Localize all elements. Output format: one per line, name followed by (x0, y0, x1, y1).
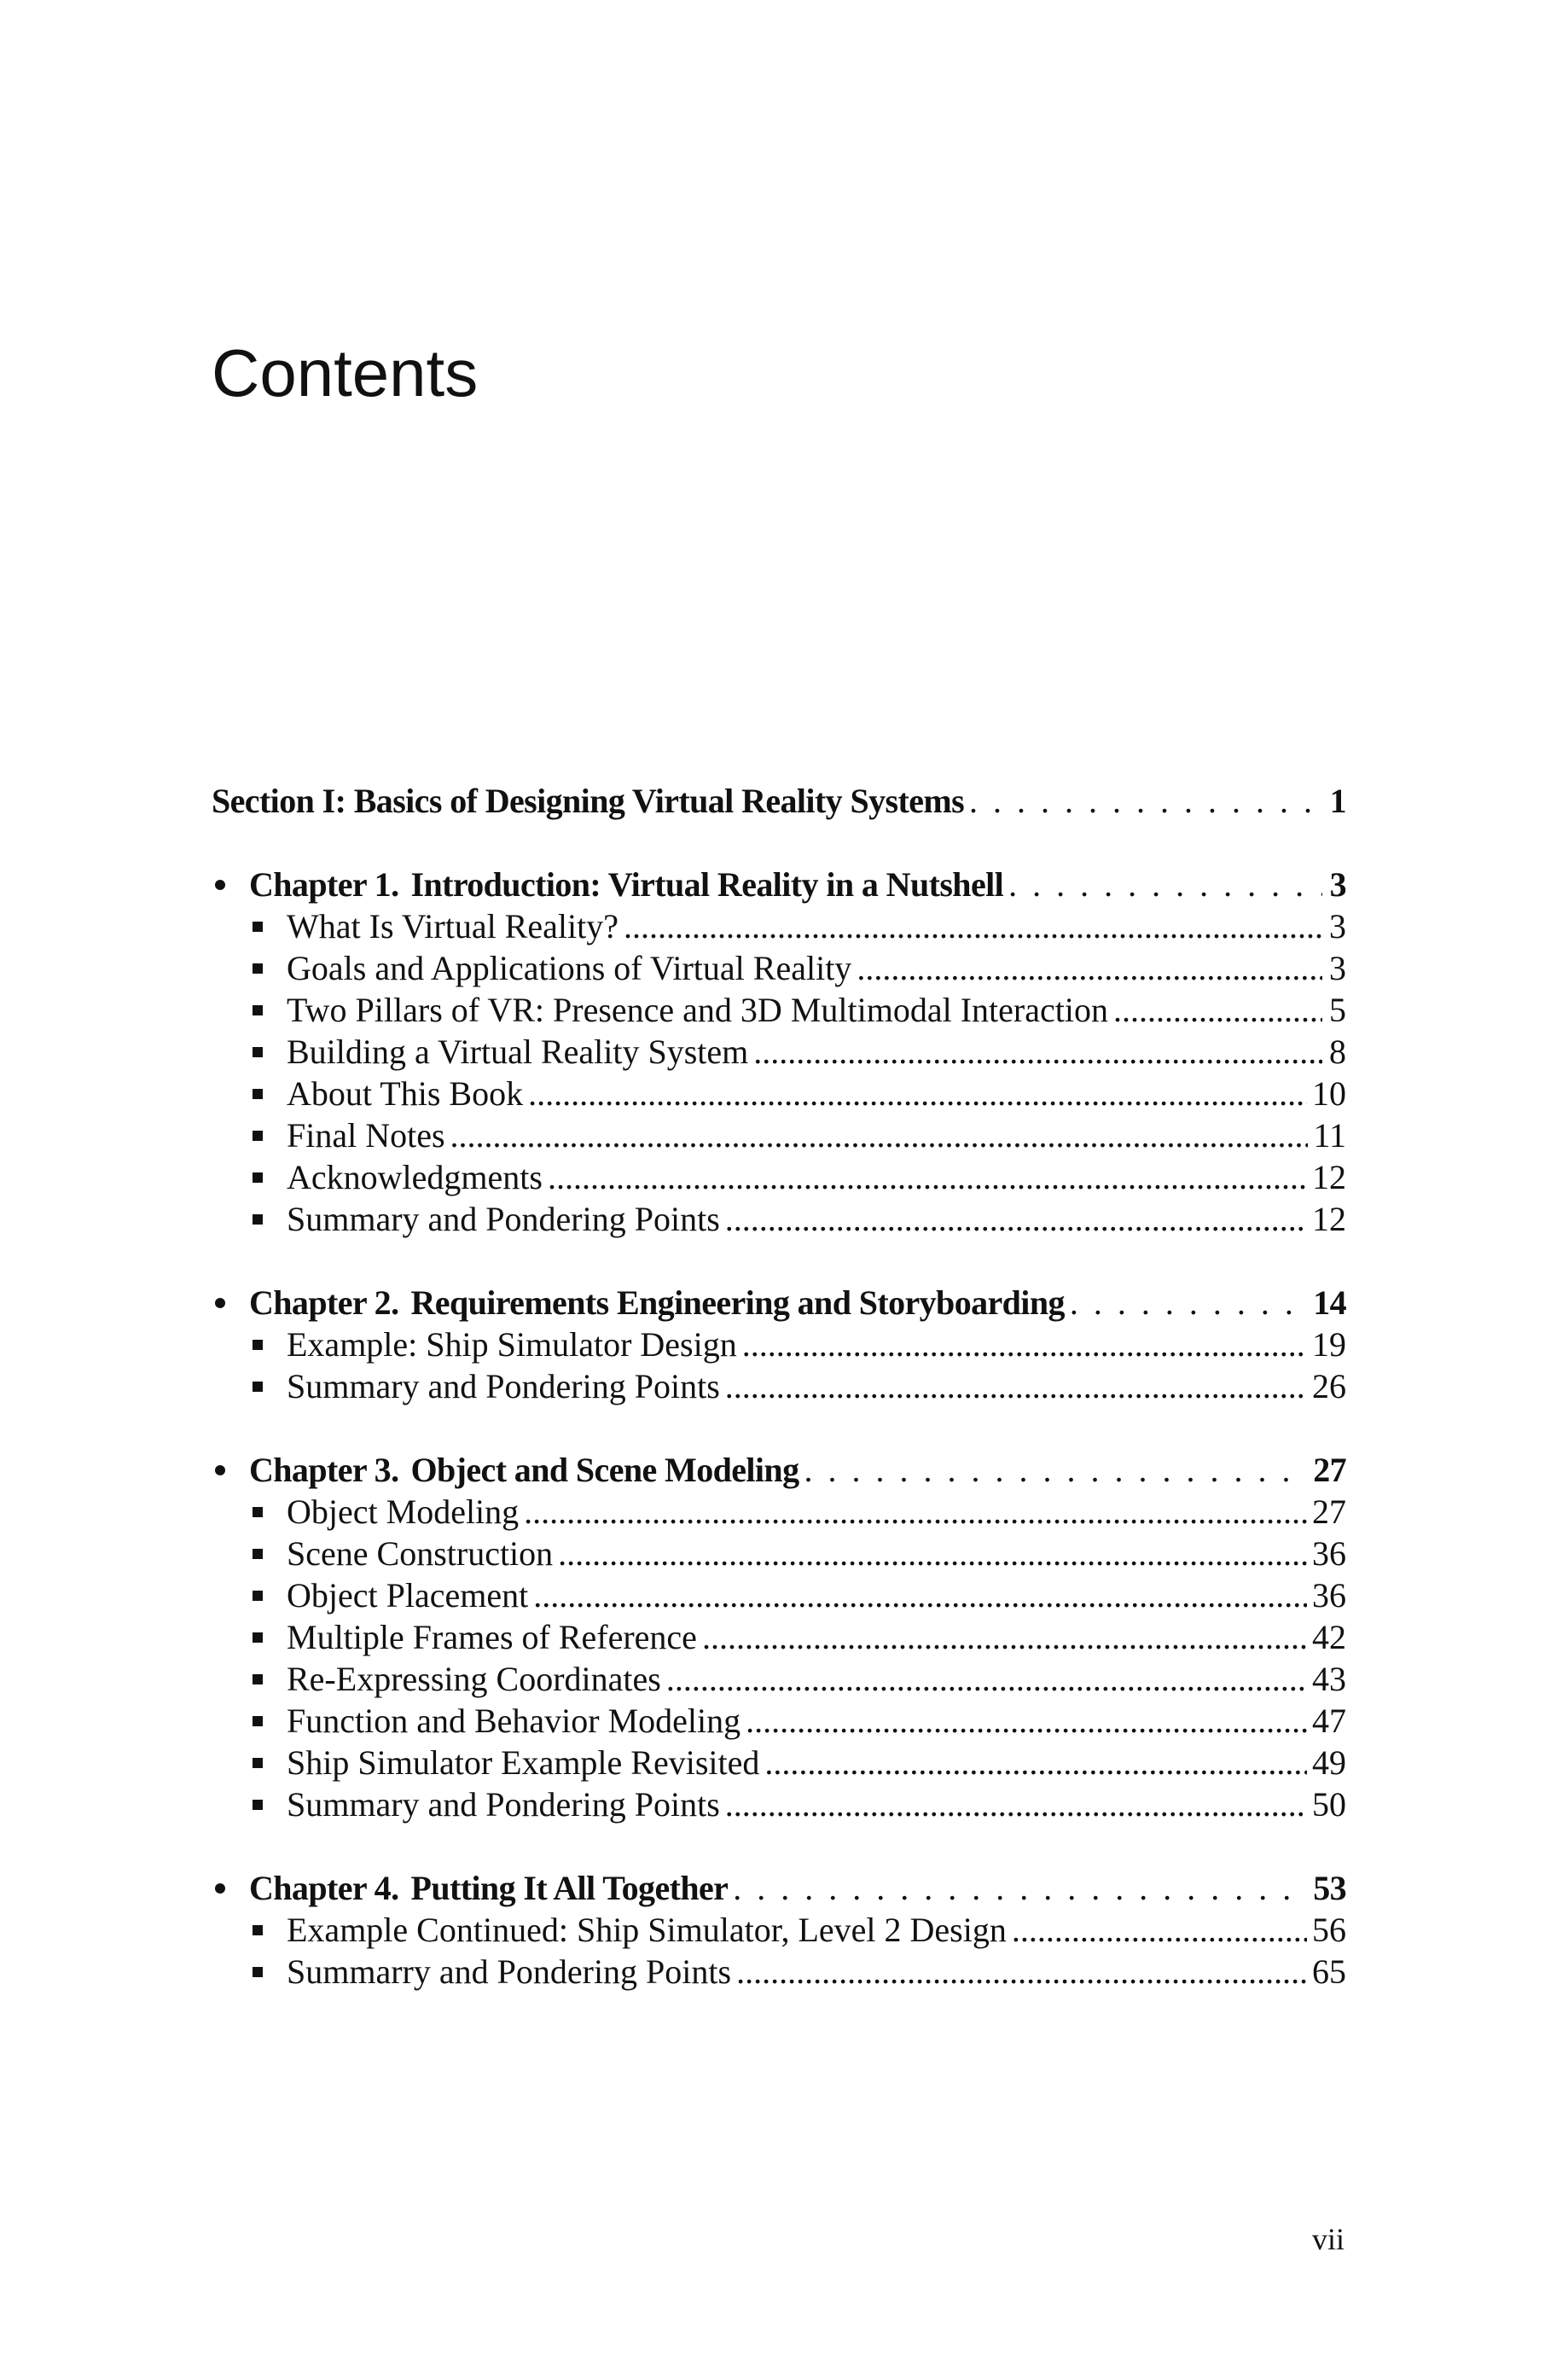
bullet-dot-icon (212, 1449, 249, 1491)
square-bullet-icon (249, 1073, 287, 1114)
toc-section-row[interactable] (212, 780, 1346, 822)
dot-leader (528, 1073, 1307, 1114)
entry-page-number: 8 (1329, 1033, 1346, 1071)
dot-leader (1008, 864, 1322, 905)
entry-title: Summary and Pondering Points (287, 1785, 720, 1824)
square-bullet-icon (249, 1114, 287, 1156)
dot-leader (1070, 1282, 1308, 1324)
dot-leader (450, 1114, 1309, 1156)
entry-title: Object Modeling (287, 1492, 520, 1531)
entry-title: Building a Virtual Reality System (287, 1033, 749, 1071)
chapter-block (212, 1449, 1346, 1825)
dot-leader (764, 1742, 1307, 1783)
entry-page-number: 49 (1312, 1743, 1346, 1782)
square-bullet-icon (249, 947, 287, 989)
entry-title: Object Placement (287, 1576, 529, 1615)
entry-page-number: 43 (1312, 1660, 1346, 1698)
toc-entry-row[interactable] (212, 989, 1346, 1031)
square-bullet-icon (249, 1491, 287, 1533)
square-bullet-icon (249, 1198, 287, 1240)
square-bullet-icon (249, 1658, 287, 1700)
chapter-number: Chapter 3. (249, 1451, 399, 1489)
chapter-block (212, 1867, 1346, 1993)
entry-page-number: 19 (1312, 1325, 1346, 1364)
toc-entry-row[interactable] (212, 1491, 1346, 1533)
dot-leader (857, 947, 1322, 989)
bullet-dot-icon (212, 1867, 249, 1909)
square-bullet-icon (249, 1909, 287, 1951)
entry-page-number: 26 (1312, 1367, 1346, 1405)
entry-page-number: 12 (1312, 1158, 1346, 1196)
square-bullet-icon (249, 905, 287, 947)
entry-title: Example Continued: Ship Simulator, Level 2 Design (287, 1911, 1007, 1949)
square-bullet-icon (249, 1700, 287, 1742)
chapter-page-number: 3 (1329, 865, 1346, 904)
page-folio: vii (1312, 2222, 1345, 2256)
page-title: Contents (212, 335, 479, 410)
toc-entry-row[interactable] (212, 1616, 1346, 1658)
square-bullet-icon (249, 1742, 287, 1783)
toc-entry-row[interactable] (212, 1700, 1346, 1742)
square-bullet-icon (249, 1324, 287, 1365)
entry-title: Two Pillars of VR: Presence and 3D Multimodal Interaction (287, 991, 1108, 1029)
entry-title: Acknowledgments (287, 1158, 543, 1196)
toc-entry-row[interactable] (212, 1156, 1346, 1198)
square-bullet-icon (249, 1156, 287, 1198)
dot-leader (524, 1491, 1307, 1533)
dot-leader (558, 1533, 1307, 1574)
square-bullet-icon (249, 1365, 287, 1407)
entry-title: Final Notes (287, 1116, 445, 1155)
dot-leader (624, 905, 1322, 947)
toc-entry-row[interactable] (212, 1533, 1346, 1574)
entry-page-number: 56 (1312, 1911, 1346, 1949)
toc-chapter-row[interactable] (212, 1449, 1346, 1491)
dot-leader (666, 1658, 1307, 1700)
entry-title: About This Book (287, 1074, 524, 1113)
square-bullet-icon (249, 1533, 287, 1574)
dot-leader (725, 1783, 1307, 1825)
entry-title: Multiple Frames of Reference (287, 1618, 697, 1656)
dot-leader (725, 1365, 1307, 1407)
dot-leader (969, 780, 1322, 822)
dot-leader (736, 1951, 1307, 1993)
entry-title: Summary and Pondering Points (287, 1367, 720, 1405)
entry-page-number: 36 (1312, 1534, 1346, 1573)
square-bullet-icon (249, 1031, 287, 1073)
bullet-dot-icon (212, 864, 249, 905)
section-page-number: 1 (1329, 782, 1346, 820)
dot-leader (702, 1616, 1307, 1658)
chapter-title: Object and Scene Modeling (410, 1451, 799, 1489)
table-of-contents (212, 780, 1346, 1993)
square-bullet-icon (249, 989, 287, 1031)
entry-page-number: 65 (1312, 1952, 1346, 1991)
dot-leader (1113, 989, 1322, 1031)
entry-page-number: 47 (1312, 1702, 1346, 1740)
dot-leader (725, 1198, 1307, 1240)
entry-page-number: 42 (1312, 1618, 1346, 1656)
entry-page-number: 12 (1312, 1200, 1346, 1238)
toc-chapter-row[interactable] (212, 1282, 1346, 1324)
toc-entry-row[interactable] (212, 1783, 1346, 1825)
chapter-page-number: 53 (1313, 1869, 1346, 1907)
toc-entry-row[interactable] (212, 1658, 1346, 1700)
dot-leader (804, 1449, 1308, 1491)
toc-entry-row[interactable] (212, 1324, 1346, 1365)
toc-entry-row[interactable] (212, 1114, 1346, 1156)
dot-leader (753, 1031, 1322, 1073)
toc-entry-row[interactable] (212, 905, 1346, 947)
chapter-title: Requirements Engineering and Storyboarding (410, 1283, 1065, 1322)
entry-title: Re-Expressing Coordinates (287, 1660, 661, 1698)
dot-leader (1012, 1909, 1307, 1951)
toc-entry-row[interactable] (212, 1031, 1346, 1073)
entry-page-number: 50 (1312, 1785, 1346, 1824)
entry-title: Example: Ship Simulator Design (287, 1325, 737, 1364)
entry-title: Scene Construction (287, 1534, 554, 1573)
entry-page-number: 3 (1329, 949, 1346, 987)
chapter-page-number: 27 (1313, 1451, 1346, 1489)
toc-entry-row[interactable] (212, 1073, 1346, 1114)
dot-leader (746, 1700, 1307, 1742)
chapter-number: Chapter 2. (249, 1283, 399, 1322)
chapter-block (212, 864, 1346, 1240)
square-bullet-icon (249, 1783, 287, 1825)
chapter-number: Chapter 1. (249, 865, 399, 904)
entry-title: Ship Simulator Example Revisited (287, 1743, 760, 1782)
toc-chapter-row[interactable] (212, 864, 1346, 905)
section-title: Section I: Basics of Designing Virtual Reality Systems (212, 782, 965, 820)
chapter-number: Chapter 4. (249, 1869, 399, 1907)
toc-entry-row[interactable] (212, 1198, 1346, 1240)
dot-leader (742, 1324, 1307, 1365)
square-bullet-icon (249, 1616, 287, 1658)
toc-entry-row[interactable] (212, 1909, 1346, 1951)
dot-leader (733, 1867, 1308, 1909)
dot-leader (548, 1156, 1307, 1198)
entry-page-number: 5 (1329, 991, 1346, 1029)
entry-page-number: 27 (1312, 1492, 1346, 1531)
toc-entry-row[interactable] (212, 1574, 1346, 1616)
chapter-title: Putting It All Together (410, 1869, 729, 1907)
entry-title: Summary and Pondering Points (287, 1200, 720, 1238)
entry-page-number: 10 (1312, 1074, 1346, 1113)
chapter-page-number: 14 (1313, 1283, 1346, 1322)
square-bullet-icon (249, 1574, 287, 1616)
entry-page-number: 3 (1329, 907, 1346, 945)
entry-title: Goals and Applications of Virtual Reality (287, 949, 852, 987)
entry-title: Summarry and Pondering Points (287, 1952, 732, 1991)
entry-page-number: 11 (1313, 1116, 1346, 1155)
entry-page-number: 36 (1312, 1576, 1346, 1615)
bullet-dot-icon (212, 1282, 249, 1324)
toc-entry-row[interactable] (212, 947, 1346, 989)
chapter-title: Introduction: Virtual Reality in a Nutshell (410, 865, 1004, 904)
chapter-block (212, 1282, 1346, 1407)
entry-title: What Is Virtual Reality? (287, 907, 618, 945)
toc-entry-row[interactable] (212, 1951, 1346, 1993)
dot-leader (533, 1574, 1307, 1616)
toc-chapter-row[interactable] (212, 1867, 1346, 1909)
toc-entry-row[interactable] (212, 1742, 1346, 1783)
entry-title: Function and Behavior Modeling (287, 1702, 741, 1740)
toc-entry-row[interactable] (212, 1365, 1346, 1407)
square-bullet-icon (249, 1951, 287, 1993)
